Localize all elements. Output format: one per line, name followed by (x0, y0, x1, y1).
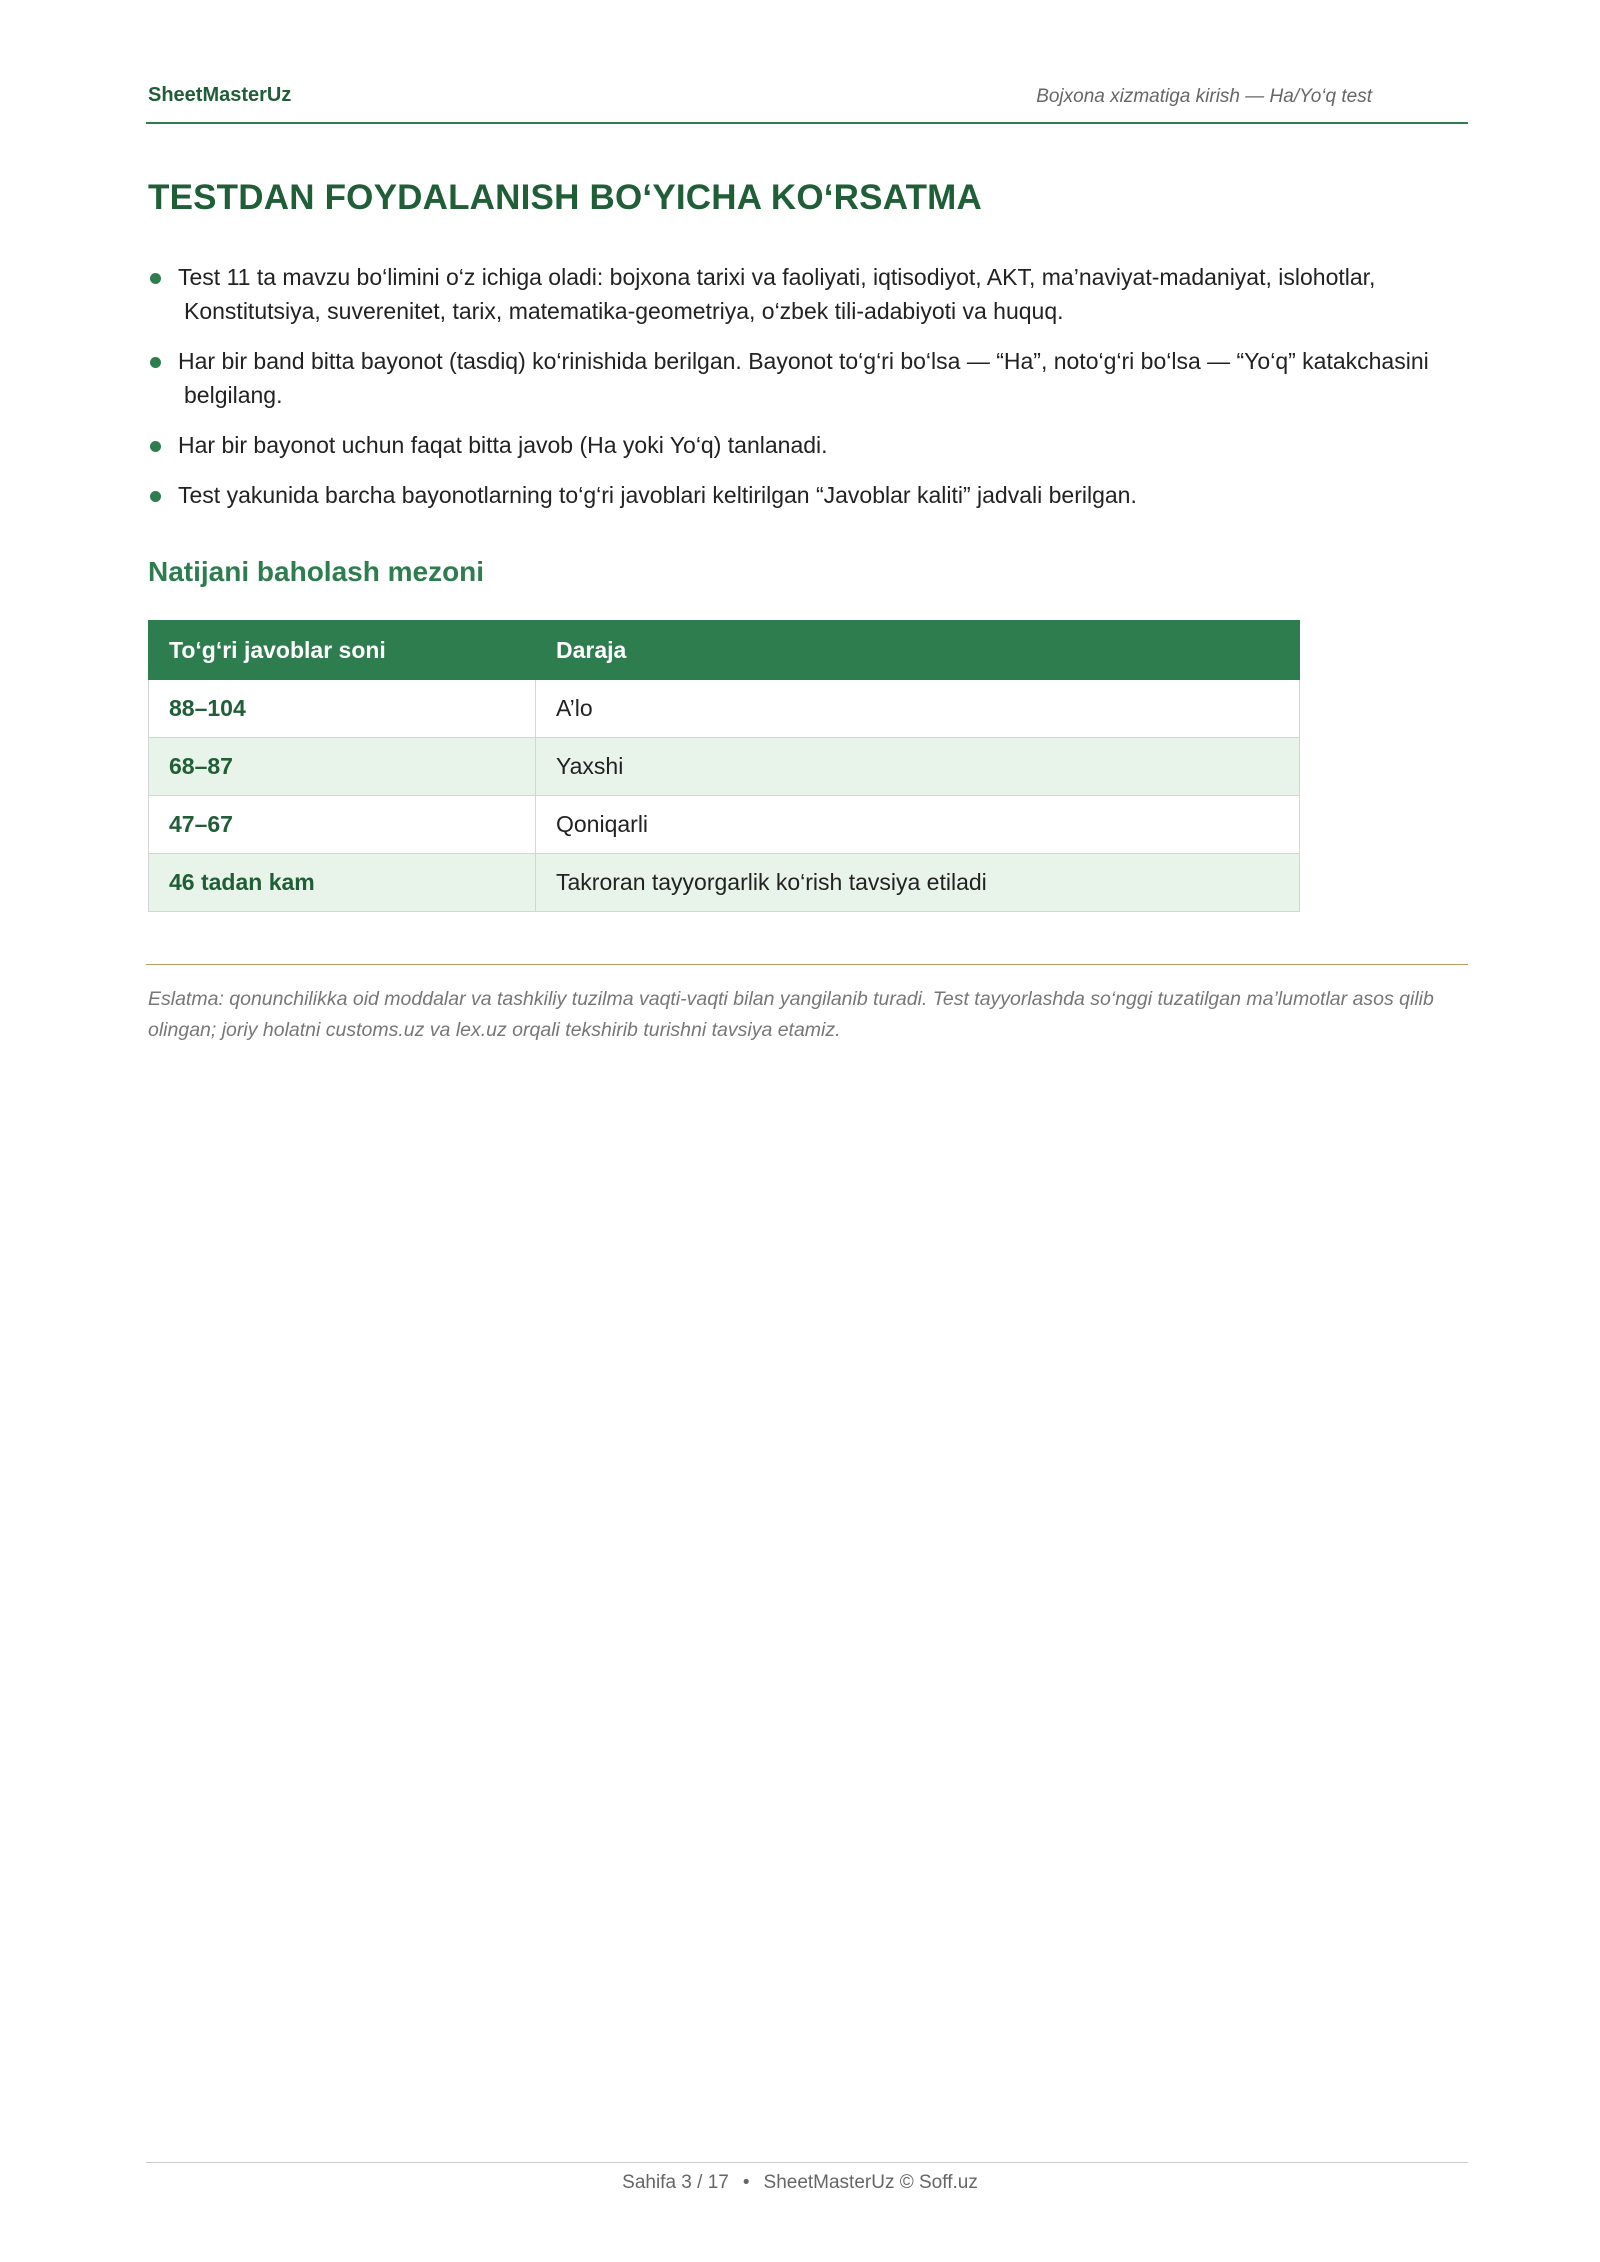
instruction-text: Har bir band bitta bayonot (tasdiq) ko‘rinishida berilgan. Bayonot to‘g‘ri bo‘lsa — “Ha”, noto‘g‘ri bo‘lsa — “Yo‘q” katakchasini belgilang. (178, 348, 1429, 408)
bullet-dot-icon (150, 441, 161, 452)
bullet-dot-icon (150, 491, 161, 502)
instruction-text: Test 11 ta mavzu bo‘limini o‘z ichiga oladi: bojxona tarixi va faoliyati, iqtisodiyot, AKT, ma’naviyat-madaniyat, islohotlar, Konstitutsiya, suverenitet, tarix, matematika-geometriya, o‘zbek tili-adabiyoti va huquq. (178, 264, 1376, 324)
column-header-correct-count: To‘g‘ri javoblar soni (149, 621, 536, 680)
page-header (146, 82, 1468, 124)
instruction-text: Har bir bayonot uchun faqat bitta javob (Ha yoki Yo‘q) tanlanadi. (178, 432, 828, 458)
list-item (148, 260, 1438, 328)
level-cell: Qoniqarli (536, 796, 1300, 854)
column-header-level: Daraja (536, 621, 1300, 680)
page-number: Sahifa 3 / 17 (622, 2172, 729, 2193)
brand-name: SheetMasterUz (148, 84, 292, 106)
grading-heading: Natijani baholash mezoni (148, 556, 485, 587)
list-item (148, 344, 1438, 412)
table-row (149, 796, 1300, 854)
note-divider (146, 964, 1468, 965)
footer-copyright: SheetMasterUz © Soff.uz (763, 2172, 978, 2193)
page-title: TESTDAN FOYDALANISH BO‘YICHA KO‘RSATMA (148, 178, 982, 217)
instruction-text: Test yakunida barcha bayonotlarning to‘g‘ri javoblari keltirilgan “Javoblar kaliti” jadvali berilgan. (178, 482, 1137, 508)
score-range-cell: 47–67 (149, 796, 536, 854)
grading-table (148, 620, 1300, 912)
table-header-row (149, 621, 1300, 680)
score-range-cell: 68–87 (149, 738, 536, 796)
footer-separator: • (742, 2172, 750, 2193)
score-range-cell: 88–104 (149, 680, 536, 738)
list-item (148, 478, 1438, 512)
level-cell: A’lo (536, 680, 1300, 738)
document-title: Bojxona xizmatiga kirish — Ha/Yo‘q test (1036, 86, 1372, 107)
score-range-cell: 46 tadan kam (149, 854, 536, 912)
list-item (148, 428, 1438, 462)
page-footer (0, 2172, 1600, 2194)
level-cell: Takroran tayyorgarlik ko‘rish tavsiya etiladi (536, 854, 1300, 912)
level-cell: Yaxshi (536, 738, 1300, 796)
table-row (149, 680, 1300, 738)
bullet-dot-icon (150, 273, 161, 284)
bullet-dot-icon (150, 357, 161, 368)
instruction-list (148, 260, 1438, 528)
footer-divider (146, 2162, 1468, 2163)
table-row (149, 854, 1300, 912)
note-text: Eslatma: qonunchilikka oid moddalar va tashkiliy tuzilma vaqti-vaqti bilan yangilanib turadi. Test tayyorlashda so‘nggi tuzatilgan ma’lumotlar asos qilib olingan; joriy holatni customs.uz va lex.uz orqali tekshirib turishni tavsiya etamiz. (148, 988, 1434, 1041)
table-row (149, 738, 1300, 796)
